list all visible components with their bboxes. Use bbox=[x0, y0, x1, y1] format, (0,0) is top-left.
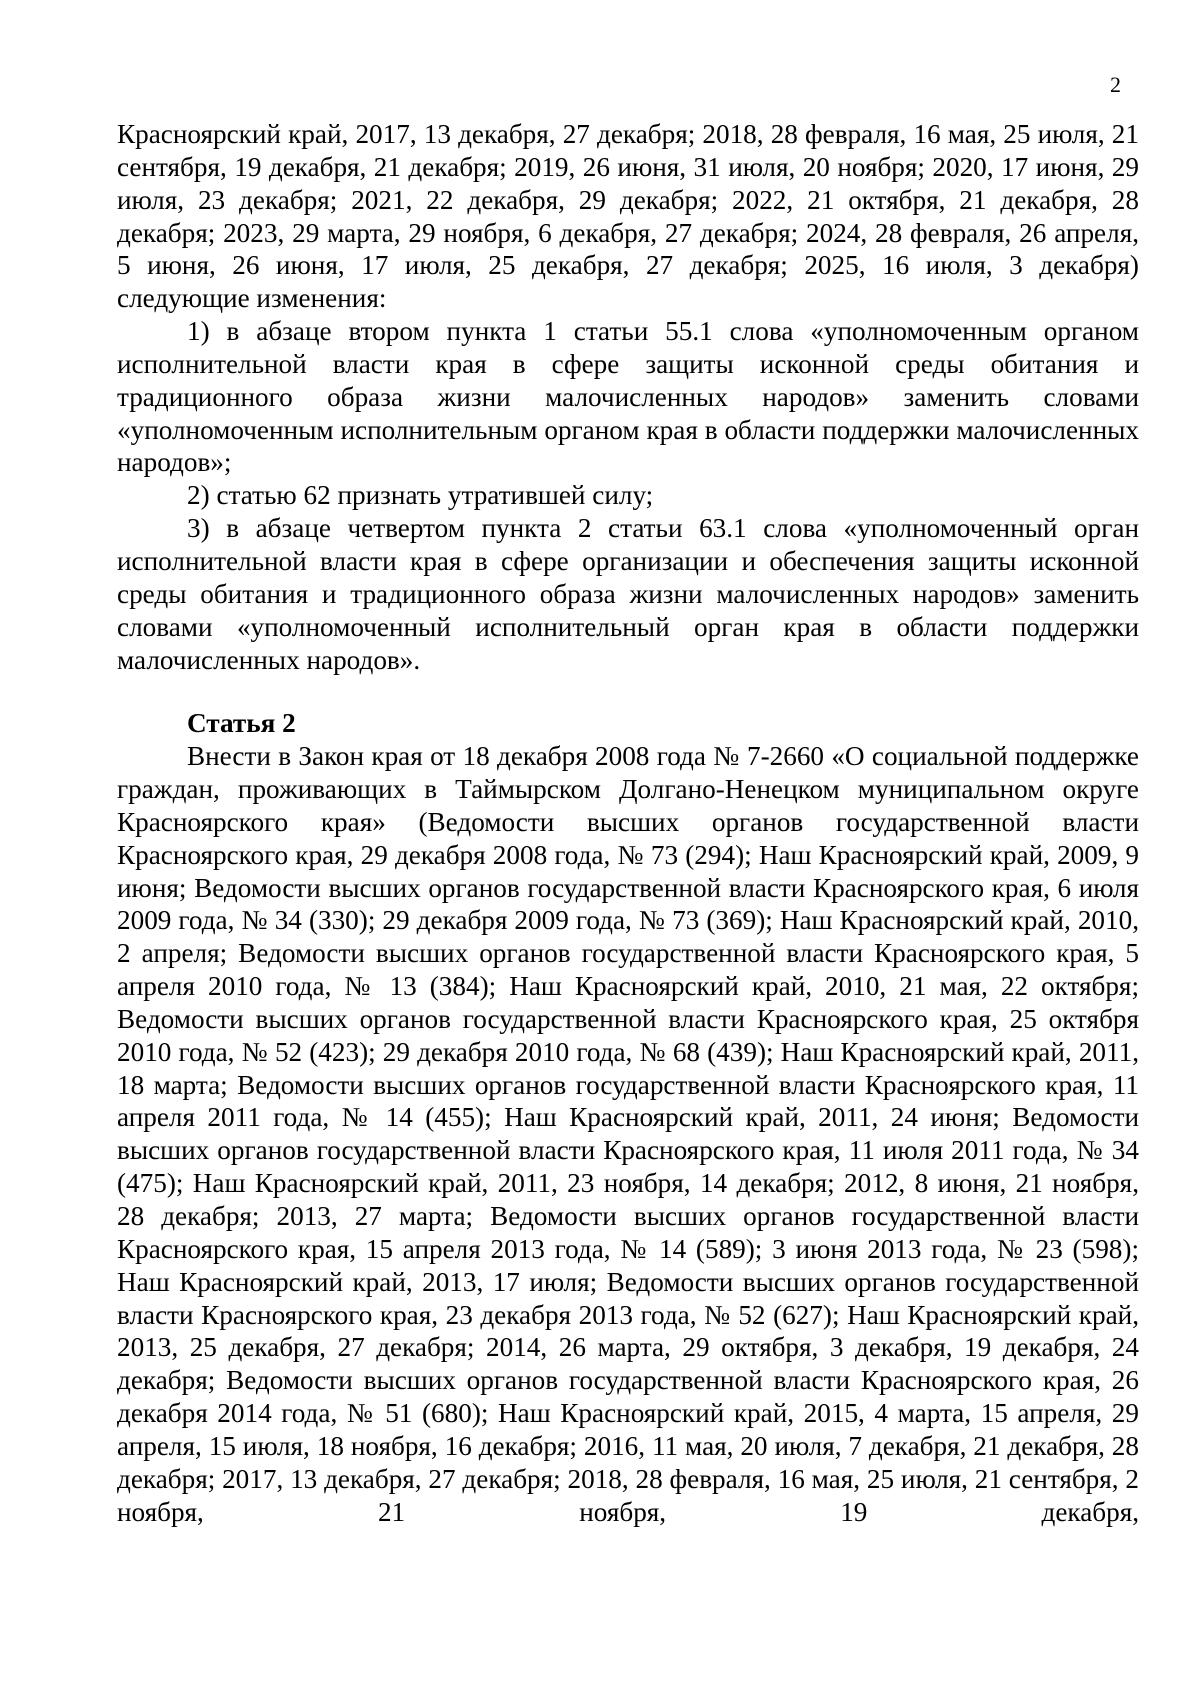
page-number: 2 bbox=[1110, 72, 1121, 97]
document-body bbox=[117, 118, 1139, 1528]
article-2-heading: Статья 2 bbox=[187, 708, 296, 739]
article-1-item-2: 2) статью 62 признать утратившей силу; bbox=[187, 480, 654, 511]
article-1-continuation: Красноярский край, 2017, 13 декабря, 27 декабря; 2018, 28 февраля, 16 мая, 25 июля, 21 сентября, 19 декабря, 21 декабря; 2019, 26 июня, 31 июля, 20 ноября; 2020, 17 июня, 29 июля, 23 декабря; 2021, 22 декабря, 29 декабря; 2022, 21 октября, 21 декабря, 28 декабря; 2023, 29 марта, 29 ноября, 6 декабря, 27 декабря; 2024, 28 февраля, 26 апреля, 5 июня, 26 июня, 17 июля, 25 декабря, 27 декабря; 2025, 16 июля, 3 декабря) следующие изменения: bbox=[117, 119, 1139, 314]
article-2-body: Внести в Закон края от 18 декабря 2008 года № 7-2660 «О социальной поддержке граждан, проживающих в Таймырском Долгано-Ненецком муниципальном округе Красноярского края» (Ведомости высших органов государственной власти Красноярского края, 29 декабря 2008 года, № 73 (294); Наш Красноярский край, 2009, 9 июня; Ведомости высших органов государственной власти Красноярского края, 6 июля 2009 года, № 34 (330); 29 декабря 2009 года, № 73 (369); Наш Красноярский край, 2010, 2 апреля; Ведомости высших органов государственной власти Красноярского края, 5 апреля 2010 года, № 13 (384); Наш Красноярский край, 2010, 21 мая, 22 октября; Ведомости высших органов государственной власти Красноярского края, 25 октября 2010 года, № 52 (423); 29 декабря 2010 года, № 68 (439); Наш Красноярский край, 2011, 18 марта; Ведомости высших органов государственной власти Красноярского края, 11 апреля 2011 года, № 14 (455); Наш Красноярский край, 2011, 24 июня; Ведомости высших органов государственной власти Красноярского края, 11 июля 2011 года, № 34 (475); Наш Красноярский край, 2011, 23 ноября, 14 декабря; 2012, 8 июня, 21 ноября, 28 декабря; 2013, 27 марта; Ведомости высших органов государственной власти Красноярского края, 15 апреля 2013 года, № 14 (589); 3 июня 2013 года, № 23 (598); Наш Красноярский край, 2013, 17 июля; Ведомости высших органов государственной власти Красноярского края, 23 декабря 2013 года, № 52 (627); Наш Красноярский край, 2013, 25 декабря, 27 декабря; 2014, 26 марта, 29 октября, 3 декабря, 19 декабря, 24 декабря; Ведомости высших органов государственной власти Красноярского края, 26 декабря 2014 года, № 51 (680); Наш Красноярский край, 2015, 4 марта, 15 апреля, 29 апреля, 15 июля, 18 ноября, 16 декабря; 2016, 11 мая, 20 июля, 7 декабря, 21 декабря, 28 декабря; 2017, 13 декабря, 27 декабря; 2018, 28 февраля, 16 мая, 25 июля, 21 сентября, 2 ноября, 21 ноября, 19 декабря, bbox=[117, 741, 1139, 1527]
article-1-item-3: 3) в абзаце четвертом пункта 2 статьи 63.1 слова «уполномоченный орган исполнительной власти края в сфере организации и обеспечения защиты исконной среды обитания и традиционного образа жизни малочисленных народов» заменить словами «уполномоченный исполнительный орган края в области поддержки малочисленных народов». bbox=[117, 513, 1139, 675]
article-1-item-1: 1) в абзаце втором пункта 1 статьи 55.1 слова «уполномоченным органом исполнительной власти края в сфере защиты исконной среды обитания и традиционного образа жизни малочисленных народов» заменить словами «уполномоченным исполнительным органом края в области поддержки малочисленных народов»; bbox=[117, 316, 1139, 478]
